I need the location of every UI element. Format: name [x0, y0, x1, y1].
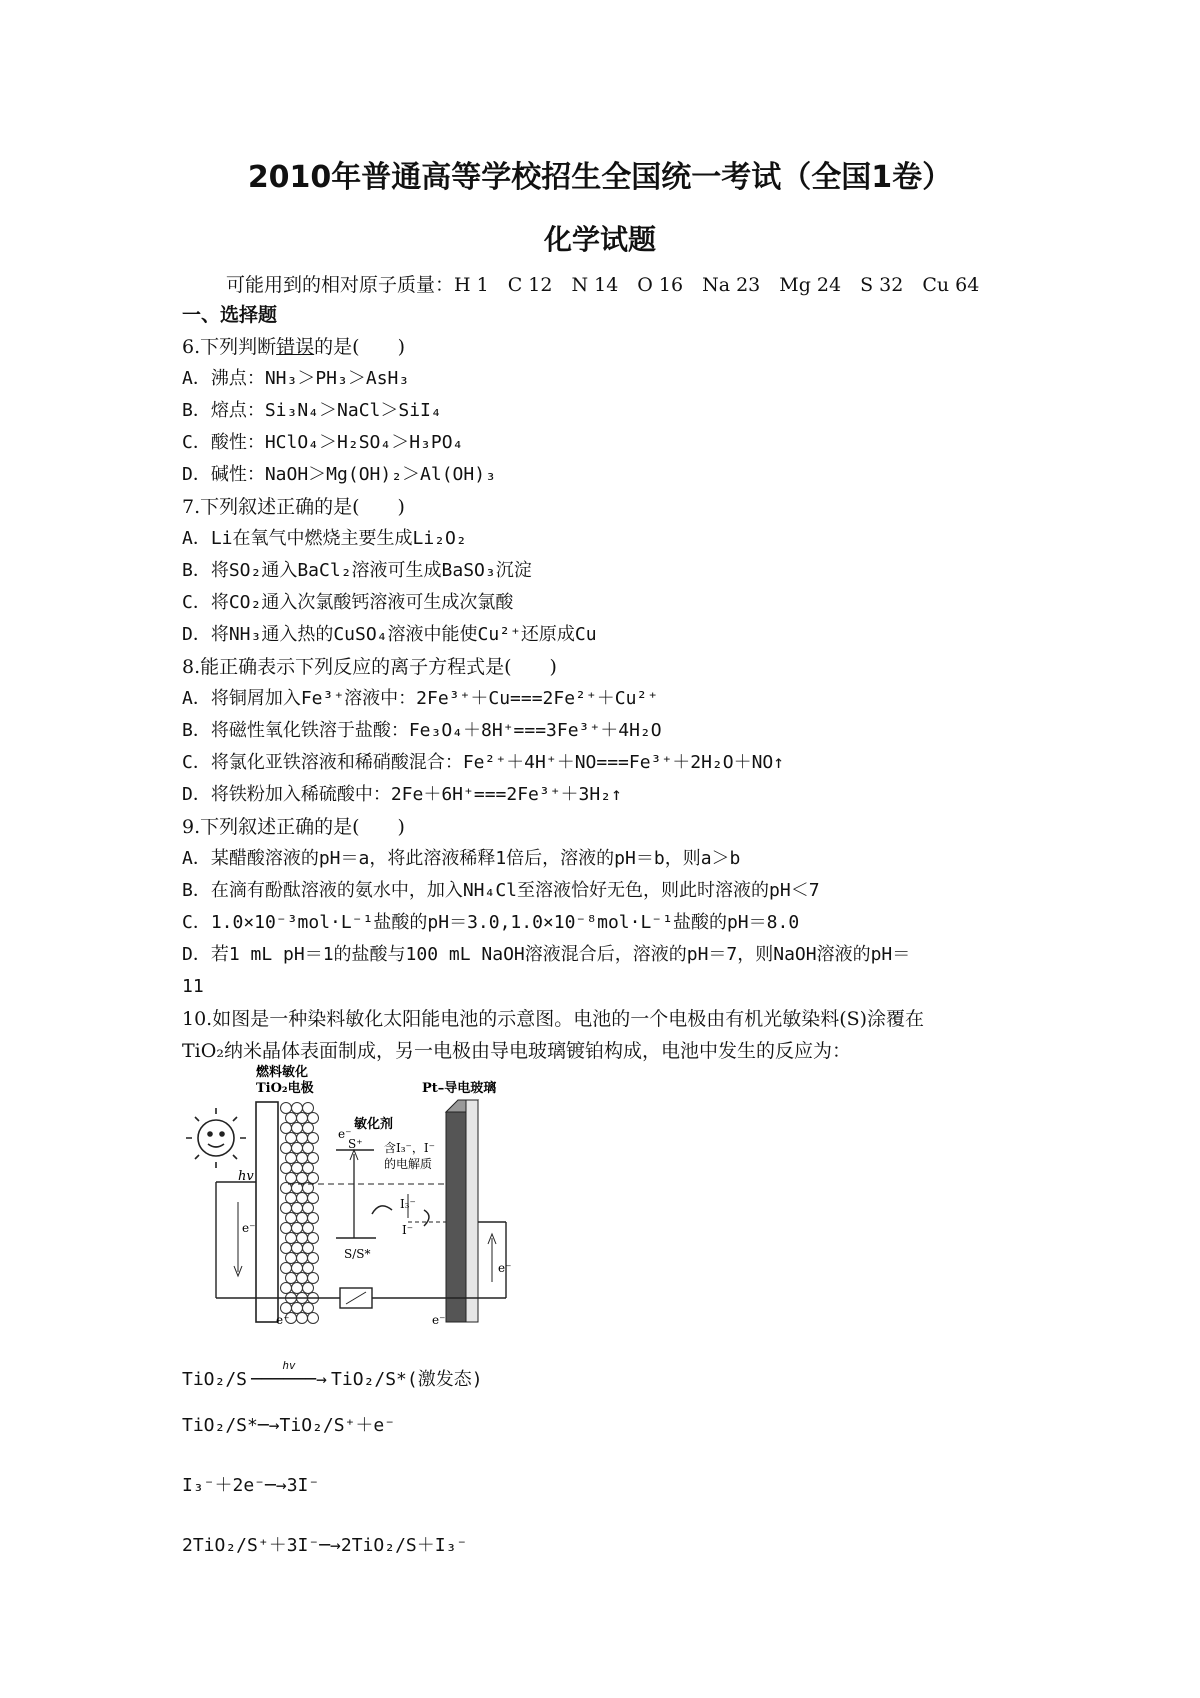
electron-label-bottom-left: e⁻: [276, 1313, 290, 1327]
equation-2: TiO₂/S*─→TiO₂/S⁺＋e⁻: [182, 1415, 396, 1436]
exam-subtitle: 化学试题: [543, 223, 656, 256]
nanocrystal-sphere: [303, 1243, 314, 1254]
nanocrystal-sphere: [303, 1203, 314, 1214]
hv-label: hv: [238, 1169, 254, 1184]
question-6-option-a: A．沸点：NH₃＞PH₃＞AsH₃: [182, 368, 410, 389]
nanocrystal-sphere: [292, 1223, 303, 1234]
equation-4: 2TiO₂/S⁺＋3I⁻─→2TiO₂/S＋I₃⁻: [182, 1535, 468, 1556]
hv-arrow-label: hv: [282, 1359, 296, 1372]
nanocrystal-sphere: [303, 1263, 314, 1274]
nanocrystal-sphere: [286, 1133, 297, 1144]
electron-label-bottom-right: e⁻: [432, 1313, 446, 1327]
sun-icon: [186, 1108, 246, 1168]
nanocrystal-sphere: [281, 1223, 292, 1234]
question-7-option-a: A．Li在氧气中燃烧主要生成Li₂O₂: [182, 528, 467, 549]
nanocrystal-sphere: [281, 1283, 292, 1294]
nanocrystal-sphere: [297, 1313, 308, 1324]
nanocrystal-sphere: [303, 1303, 314, 1314]
question-6-option-b: B．熔点：Si₃N₄＞NaCl＞SiI₄: [182, 400, 442, 421]
nanocrystal-sphere: [297, 1273, 308, 1284]
question-9-option-a: A．某醋酸溶液的pH＝a，将此溶液稀释1倍后，溶液的pH＝b，则a＞b: [182, 848, 741, 869]
question-9-option-b: B．在滴有酚酞溶液的氨水中，加入NH₄Cl至溶液恰好无色，则此时溶液的pH＜7: [182, 880, 820, 901]
nanocrystal-sphere: [297, 1153, 308, 1164]
nanocrystal-sphere: [286, 1193, 297, 1204]
nanocrystal-sphere: [281, 1163, 292, 1174]
electrolyte-label-2: 的电解质: [384, 1157, 433, 1171]
nanocrystal-sphere: [292, 1123, 303, 1134]
nanocrystal-sphere: [292, 1203, 303, 1214]
nanocrystal-sphere: [303, 1163, 314, 1174]
electrolyte-label-1: 含I₃⁻，I⁻: [384, 1141, 435, 1155]
sensitizer-label: 敏化剂: [354, 1117, 394, 1132]
nanocrystal-sphere: [308, 1313, 319, 1324]
nanocrystal-sphere: [286, 1153, 297, 1164]
question-10-stem-line2: TiO₂纳米晶体表面制成，另一电极由导电玻璃镀铂构成，电池中发生的反应为：: [182, 1040, 851, 1062]
nanocrystal-sphere: [308, 1213, 319, 1224]
nanocrystal-sphere: [303, 1103, 314, 1114]
nanocrystal-sphere: [297, 1113, 308, 1124]
pt-glass-label: Pt–导电玻璃: [422, 1081, 497, 1096]
question-8-stem: 8.能正确表示下列反应的离子方程式是( ): [182, 656, 557, 678]
nanocrystal-sphere: [281, 1103, 292, 1114]
question-8-option-b: B．将磁性氧化铁溶于盐酸：Fe₃O₄＋8H⁺===3Fe³⁺＋4H₂O: [182, 720, 662, 741]
atomic-masses: 可能用到的相对原子质量：H 1 C 12 N 14 O 16 Na 23 Mg 24 S 32 Cu 64: [226, 274, 980, 296]
question-7-option-c: C．将CO₂通入次氯酸钙溶液可生成次氯酸: [182, 592, 514, 613]
nanocrystal-sphere: [286, 1113, 297, 1124]
question-9-option-d-line2: 11: [182, 976, 204, 997]
electron-label-top: e⁻: [338, 1127, 352, 1141]
question-8-option-a: A．将铜屑加入Fe³⁺溶液中：2Fe³⁺＋Cu===2Fe²⁺＋Cu²⁺: [182, 688, 659, 709]
nanocrystal-sphere: [281, 1143, 292, 1154]
nanocrystal-sphere: [281, 1203, 292, 1214]
electrode-label-2: TiO₂电极: [256, 1081, 314, 1096]
nanocrystal-sphere: [303, 1123, 314, 1134]
pt-plate: [446, 1112, 466, 1322]
question-7-stem: 7.下列叙述正确的是( ): [182, 496, 405, 518]
nanocrystal-sphere: [308, 1133, 319, 1144]
nanocrystal-sphere: [292, 1243, 303, 1254]
nanocrystal-sphere: [286, 1233, 297, 1244]
question-8-option-c: C．将氯化亚铁溶液和稀硝酸混合：Fe²⁺＋4H⁺＋NO===Fe³⁺＋2H₂O＋NO↑: [182, 752, 785, 773]
nanocrystal-sphere: [308, 1253, 319, 1264]
nanocrystal-sphere: [281, 1303, 292, 1314]
tio2-electrode-plate: [256, 1102, 278, 1322]
nanocrystal-sphere: [286, 1173, 297, 1184]
question-8-option-d: D．将铁粉加入稀硫酸中：2Fe＋6H⁺===2Fe³⁺＋3H₂↑: [182, 784, 622, 805]
nanocrystal-sphere: [292, 1283, 303, 1294]
question-9-option-d-line1: D．若1 mL pH＝1的盐酸与100 mL NaOH溶液混合后，溶液的pH＝7，则NaOH溶液的pH＝: [182, 944, 911, 965]
nanocrystal-sphere: [292, 1303, 303, 1314]
nanocrystal-spheres: [281, 1103, 319, 1324]
underlined-word: 错误: [276, 336, 315, 358]
nanocrystal-sphere: [292, 1143, 303, 1154]
question-6-stem: 6.下列判断错误的是( ): [182, 336, 405, 358]
question-9-stem: 9.下列叙述正确的是( ): [182, 816, 405, 838]
i3-label: I₃⁻: [400, 1197, 416, 1211]
nanocrystal-sphere: [297, 1133, 308, 1144]
question-6-option-d: D．碱性：NaOH＞Mg(OH)₂＞Al(OH)₃: [182, 464, 496, 485]
electron-label-left: e⁻: [242, 1221, 256, 1235]
nanocrystal-sphere: [297, 1213, 308, 1224]
question-7-option-d: D．将NH₃通入热的CuSO₄溶液中能使Cu²⁺还原成Cu: [182, 624, 597, 645]
pt-plate-side: [466, 1100, 478, 1322]
nanocrystal-sphere: [292, 1163, 303, 1174]
nanocrystal-sphere: [281, 1243, 292, 1254]
nanocrystal-sphere: [308, 1273, 319, 1284]
nanocrystal-sphere: [308, 1113, 319, 1124]
nanocrystal-sphere: [308, 1193, 319, 1204]
nanocrystal-sphere: [286, 1213, 297, 1224]
nanocrystal-sphere: [292, 1263, 303, 1274]
s-plus-label: S⁺: [348, 1137, 363, 1151]
section-heading: 一、选择题: [182, 304, 278, 326]
nanocrystal-sphere: [303, 1143, 314, 1154]
electron-label-right: e⁻: [498, 1261, 512, 1275]
question-9-option-c: C．1.0×10⁻³mol·L⁻¹盐酸的pH＝3.0,1.0×10⁻⁸mol·L⁻¹盐酸的pH＝8.0: [182, 912, 800, 933]
question-6-option-c: C．酸性：HClO₄＞H₂SO₄＞H₃PO₄: [182, 432, 464, 453]
nanocrystal-sphere: [281, 1123, 292, 1134]
question-10-stem-line1: 10.如图是一种染料敏化太阳能电池的示意图。电池的一个电极由有机光敏染料(S)涂覆在: [182, 1008, 925, 1030]
nanocrystal-sphere: [286, 1273, 297, 1284]
nanocrystal-sphere: [281, 1263, 292, 1274]
nanocrystal-sphere: [303, 1283, 314, 1294]
solar-cell-diagram: [176, 1062, 576, 1332]
nanocrystal-sphere: [308, 1233, 319, 1244]
nanocrystal-sphere: [292, 1103, 303, 1114]
equation-3: I₃⁻＋2e⁻─→3I⁻: [182, 1475, 320, 1496]
nanocrystal-sphere: [297, 1193, 308, 1204]
nanocrystal-sphere: [297, 1253, 308, 1264]
i-label: I⁻: [402, 1223, 414, 1237]
electrode-label-1: 燃料敏化: [256, 1065, 309, 1080]
nanocrystal-sphere: [303, 1223, 314, 1234]
nanocrystal-sphere: [308, 1173, 319, 1184]
question-7-option-b: B．将SO₂通入BaCl₂溶液可生成BaSO₃沉淀: [182, 560, 532, 581]
nanocrystal-sphere: [286, 1253, 297, 1264]
s-s-star-label: S/S*: [344, 1247, 371, 1261]
equation-1: TiO₂/S hv ──────→ TiO₂/S*(激发态): [182, 1368, 483, 1392]
curl-arrow-right: [424, 1210, 429, 1226]
nanocrystal-sphere: [297, 1173, 308, 1184]
nanocrystal-sphere: [297, 1233, 308, 1244]
exam-title: 2010年普通高等学校招生全国统一考试（全国1卷）: [247, 160, 953, 195]
nanocrystal-sphere: [308, 1153, 319, 1164]
curl-arrow-left: [372, 1206, 392, 1214]
